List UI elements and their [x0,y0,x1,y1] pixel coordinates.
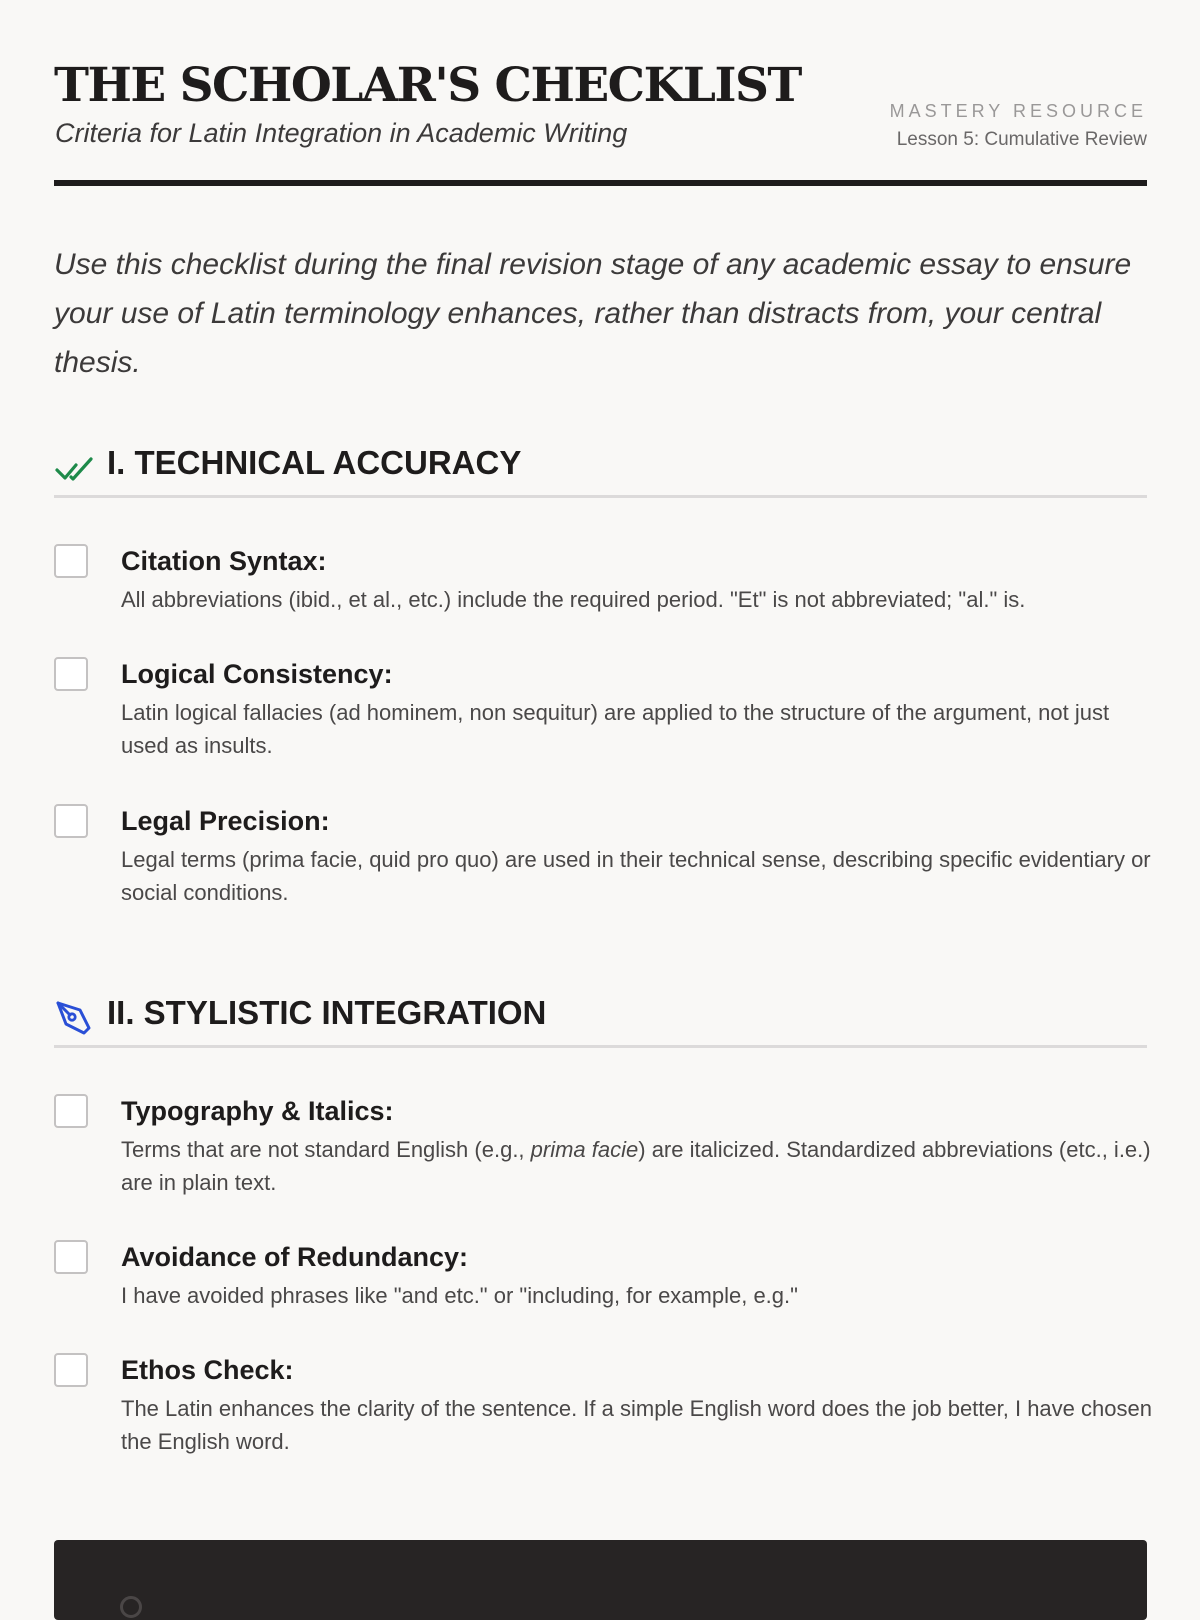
item-label: Avoidance of Redundancy: [121,1242,469,1272]
item-label: Legal Precision: [121,806,330,836]
checkbox[interactable] [54,544,88,578]
page-subtitle: Criteria for Latin Integration in Academic Writing [55,118,628,148]
pen-nib-icon [54,998,94,1038]
checkbox[interactable] [54,804,88,838]
item-description: Latin logical fallacies (ad hominem, non sequitur) are applied to the structure of the argument, not just used as insults. [121,700,1110,758]
item-description-text: ) are italicized. Standardized abbreviations (etc., i.e.) are in plain text. [121,1137,1151,1195]
lesson-label: Lesson 5: Cumulative Review [896,129,1147,150]
checkbox[interactable] [54,1240,88,1274]
item-label: Logical Consistency: [121,659,393,689]
page-header [54,56,1147,186]
section-technical-accuracy [54,440,1147,498]
checkbox[interactable] [54,657,88,691]
item-description: The Latin enhances the clarity of the sentence. If a simple English word does the job better, I have chosen the English word. [121,1396,1152,1454]
checkbox[interactable] [54,1353,88,1387]
item-label: Ethos Check: [121,1355,294,1385]
checkbox[interactable] [54,1094,88,1128]
footer-panel [54,1540,1147,1620]
item-description: All abbreviations (ibid., et al., etc.) include the required period. "Et" is not abbreviated; "al." is. [121,587,1026,612]
section-stylistic-integration [54,990,1147,1048]
section-title: II. STYLISTIC INTEGRATION [107,994,547,1031]
intro-paragraph: Use this checklist during the final revision stage of any academic essay to ensure your use of Latin terminology enhances, rather than distracts from, your central thesis. [54,248,1132,379]
item-label: Typography & Italics: [121,1096,394,1126]
item-description: I have avoided phrases like "and etc." or "including, for example, e.g." [121,1283,798,1308]
item-label: Citation Syntax: [121,546,327,576]
italic-term: prima facie [530,1137,639,1162]
page-title: THE SCHOLAR'S CHECKLIST [54,58,801,113]
double-check-icon [54,448,94,488]
item-description [121,1133,1156,1199]
item-description: Legal terms (prima facie, quid pro quo) are used in their technical sense, describing specific evidentiary or social conditions. [121,847,1151,905]
resource-kicker: MASTERY RESOURCE [889,101,1147,121]
item-description-text: Terms that are not standard English (e.g., [121,1137,531,1162]
circle-icon [120,1596,142,1618]
section-title: I. TECHNICAL ACCURACY [107,444,522,481]
